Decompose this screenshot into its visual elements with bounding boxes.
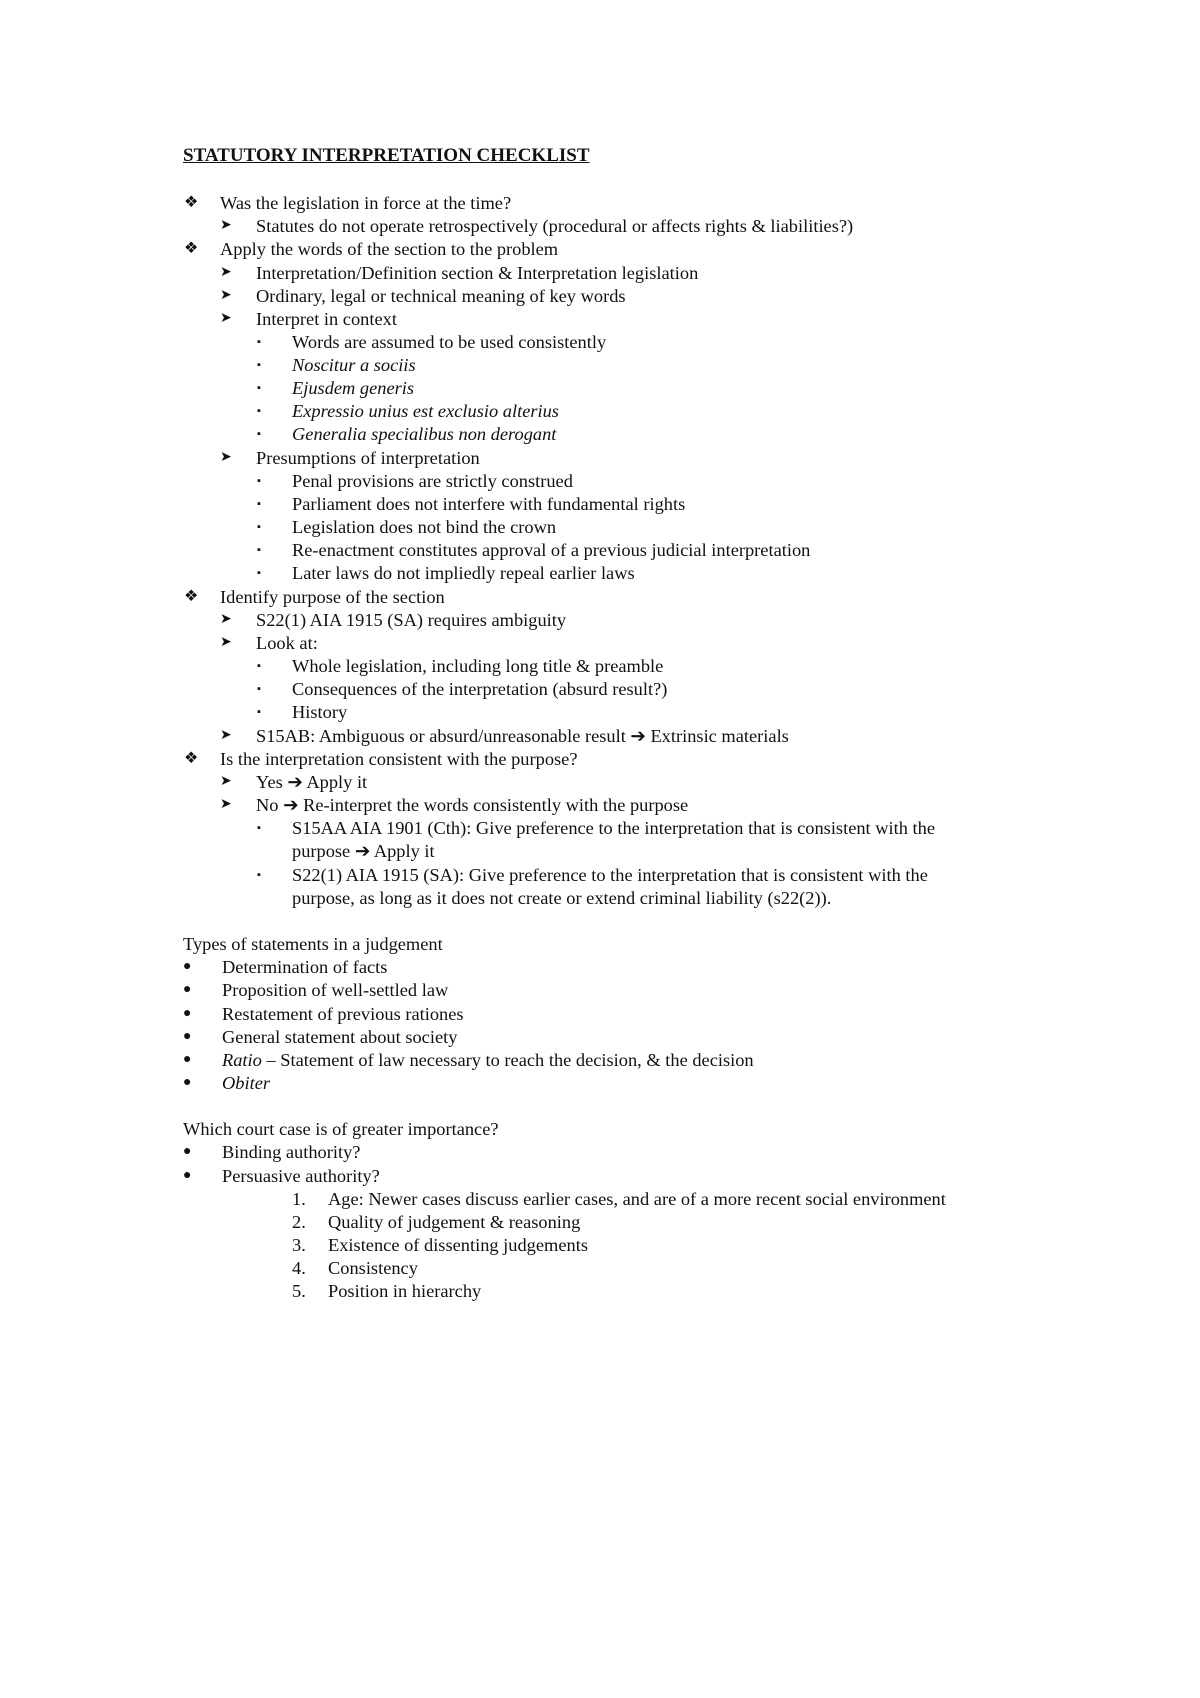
square-bullet-icon: ▪ [257, 706, 261, 718]
bullet-icon: ● [183, 1006, 192, 1021]
sub-item: Parliament does not interfere with fundamental rights [292, 494, 686, 514]
right-arrow-icon: ➔ [354, 841, 371, 861]
sub-item: Legislation does not bind the crown [292, 517, 557, 537]
sub-item: Expressio unius est exclusio alterius [292, 401, 559, 421]
list-item: Persuasive authority? [222, 1166, 380, 1186]
right-arrow-icon: ➔ [283, 795, 299, 815]
numbered-item: Existence of dissenting judgements [328, 1235, 588, 1255]
bullet-icon: ● [183, 982, 192, 997]
checklist-question-2: Apply the words of the section to the problem [220, 239, 559, 259]
court-heading: Which court case is of greater importance? [183, 1119, 499, 1139]
sub-item: Later laws do not impliedly repeal earlier laws [292, 563, 635, 583]
list-item: Determination of facts [222, 957, 388, 977]
numbered-item: Position in hierarchy [328, 1281, 482, 1301]
square-bullet-icon: ▪ [257, 359, 261, 371]
sub-item: Ejusdem generis [292, 378, 415, 398]
sub-item: History [292, 702, 348, 722]
list-number: 5. [292, 1281, 306, 1301]
checklist-question-1: Was the legislation in force at the time? [220, 193, 512, 213]
list-item: Proposition of well-settled law [222, 980, 449, 1000]
arrow-bullet-icon: ➤ [220, 218, 232, 233]
sub-item: S15AA AIA 1901 (Cth): Give preference to the interpretation that is consistent with the [292, 818, 936, 838]
bullet-icon: ● [183, 1168, 192, 1183]
bullet-icon: ● [183, 1052, 192, 1067]
sub-item: Whole legislation, including long title & preamble [292, 656, 664, 676]
sub-item: Re-enactment constitutes approval of a previous judicial interpretation [292, 540, 811, 560]
square-bullet-icon: ▪ [257, 567, 261, 579]
list-item: General statement about society [222, 1027, 458, 1047]
list-number: 3. [292, 1235, 306, 1255]
square-bullet-icon: ▪ [257, 869, 261, 881]
sub-item-continuation: purpose, as long as it does not create or extend criminal liability (s22(2)). [292, 888, 832, 908]
checklist-item: Yes ➔ Apply it [256, 772, 368, 792]
bullet-icon: ● [183, 1029, 192, 1044]
checklist-item: Interpretation/Definition section & Interpretation legislation [256, 263, 699, 283]
checklist-question-3: Identify purpose of the section [220, 587, 445, 607]
bullet-icon: ● [183, 1075, 192, 1090]
checklist-item: No ➔ Re-interpret the words consistently with the purpose [256, 795, 689, 815]
checklist-item: Look at: [256, 633, 318, 653]
arrow-bullet-icon: ➤ [220, 797, 232, 812]
right-arrow-icon: ➔ [630, 726, 646, 746]
square-bullet-icon: ▪ [257, 683, 261, 695]
sub-item: Penal provisions are strictly construed [292, 471, 573, 491]
checklist-item: S15AB: Ambiguous or absurd/unreasonable result ➔ Extrinsic materials [256, 726, 789, 746]
numbered-item: Consistency [328, 1258, 418, 1278]
arrow-bullet-icon: ➤ [220, 288, 232, 303]
bullet-icon: ● [183, 1144, 192, 1159]
list-item: Ratio – Statement of law necessary to reach the decision, & the decision [222, 1050, 754, 1070]
numbered-item: Age: Newer cases discuss earlier cases, and are of a more recent social environment [328, 1189, 946, 1209]
arrow-bullet-icon: ➤ [220, 635, 232, 650]
arrow-bullet-icon: ➤ [220, 728, 232, 743]
sub-item: Words are assumed to be used consistently [292, 332, 607, 352]
list-number: 4. [292, 1258, 306, 1278]
arrow-bullet-icon: ➤ [220, 311, 232, 326]
arrow-bullet-icon: ➤ [220, 612, 232, 627]
arrow-bullet-icon: ➤ [220, 774, 232, 789]
square-bullet-icon: ▪ [257, 405, 261, 417]
list-number: 1. [292, 1189, 306, 1209]
right-arrow-icon: ➔ [287, 772, 303, 792]
statements-heading: Types of statements in a judgement [183, 934, 443, 954]
diamond-bullet-icon: ❖ [184, 588, 199, 605]
square-bullet-icon: ▪ [257, 336, 261, 348]
square-bullet-icon: ▪ [257, 822, 261, 834]
bullet-icon: ● [183, 959, 192, 974]
checklist-item: Presumptions of interpretation [256, 448, 480, 468]
square-bullet-icon: ▪ [257, 475, 261, 487]
checklist-item: Statutes do not operate retrospectively (procedural or affects rights & liabilities?) [256, 216, 854, 236]
checklist-item: Interpret in context [256, 309, 397, 329]
sub-item-continuation: purpose ➔ Apply it [292, 841, 435, 861]
sub-item: S22(1) AIA 1915 (SA): Give preference to the interpretation that is consistent with the [292, 865, 928, 885]
square-bullet-icon: ▪ [257, 544, 261, 556]
square-bullet-icon: ▪ [257, 498, 261, 510]
list-item: Obiter [222, 1073, 271, 1093]
list-item: Restatement of previous rationes [222, 1004, 464, 1024]
square-bullet-icon: ▪ [257, 382, 261, 394]
diamond-bullet-icon: ❖ [184, 750, 199, 767]
square-bullet-icon: ▪ [257, 428, 261, 440]
checklist-question-4: Is the interpretation consistent with the purpose? [220, 749, 578, 769]
square-bullet-icon: ▪ [257, 521, 261, 533]
diamond-bullet-icon: ❖ [184, 194, 199, 211]
sub-item: Consequences of the interpretation (absurd result?) [292, 679, 668, 699]
sub-item: Noscitur a sociis [292, 355, 416, 375]
square-bullet-icon: ▪ [257, 660, 261, 672]
numbered-item: Quality of judgement & reasoning [328, 1212, 581, 1232]
list-number: 2. [292, 1212, 306, 1232]
arrow-bullet-icon: ➤ [220, 265, 232, 280]
checklist-item: Ordinary, legal or technical meaning of key words [256, 286, 626, 306]
arrow-bullet-icon: ➤ [220, 450, 232, 465]
diamond-bullet-icon: ❖ [184, 240, 199, 257]
document-title: STATUTORY INTERPRETATION CHECKLIST [183, 145, 590, 166]
sub-item: Generalia specialibus non derogant [292, 424, 557, 444]
list-item: Binding authority? [222, 1142, 361, 1162]
checklist-item: S22(1) AIA 1915 (SA) requires ambiguity [256, 610, 567, 630]
